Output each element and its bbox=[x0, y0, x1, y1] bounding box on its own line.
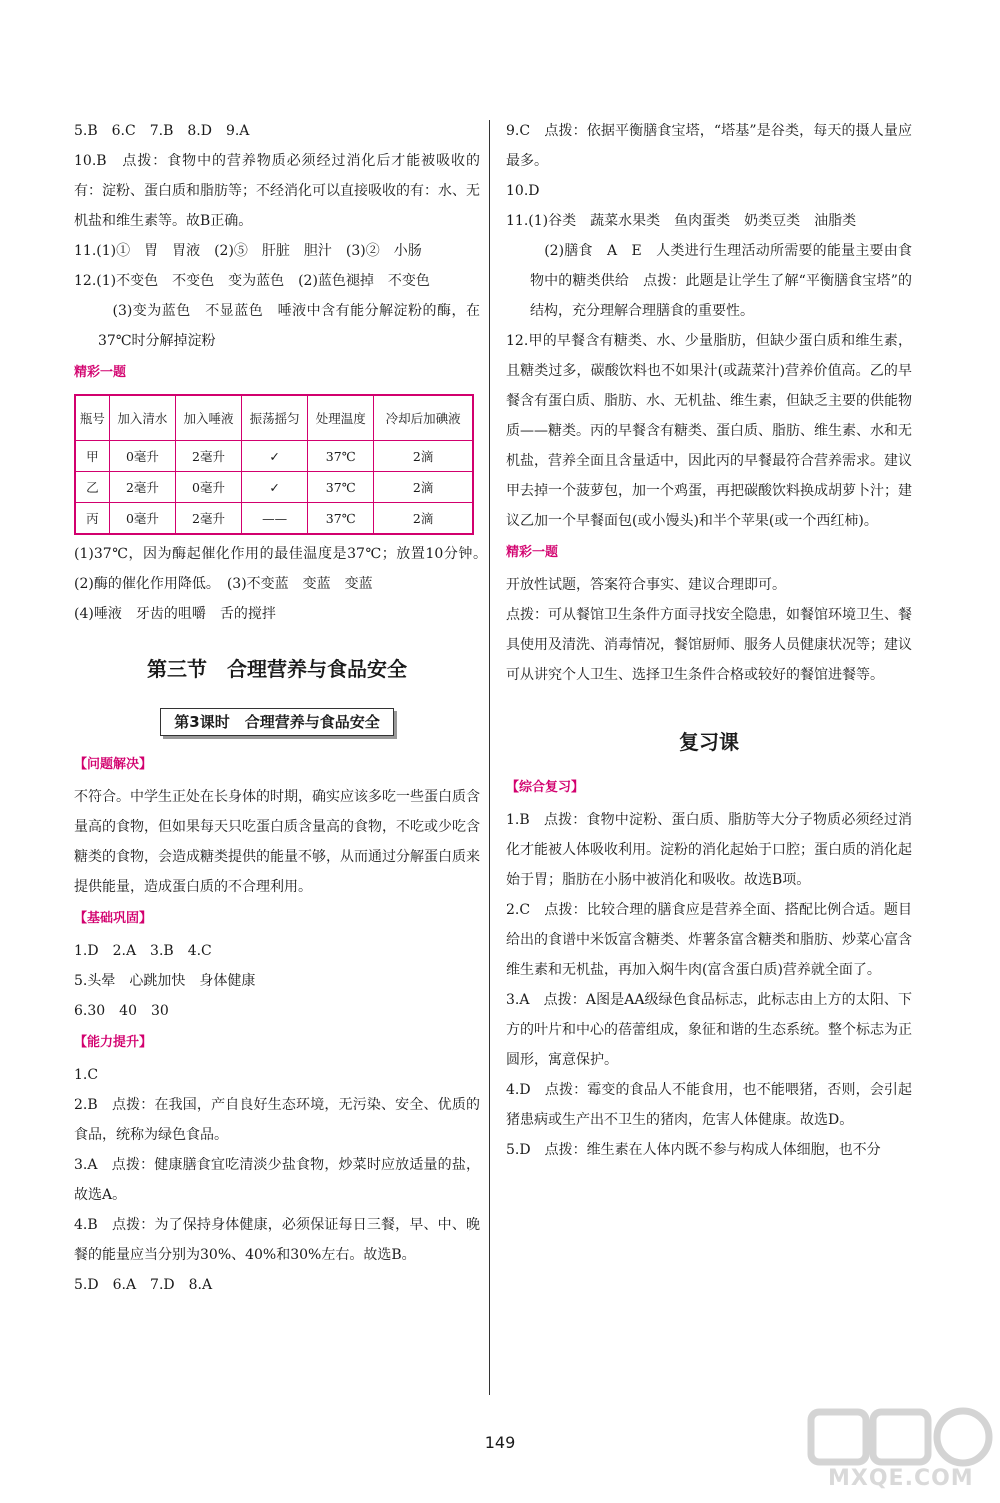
answer-line: (3)变为蓝色 不显蓝色 唾液中含有能分解淀粉的酶，在37℃时分解掉淀粉 bbox=[98, 303, 480, 349]
table-row bbox=[75, 441, 473, 472]
tag-zonghe: 【综合复习】 bbox=[506, 780, 585, 795]
table-cell: ✓ bbox=[242, 472, 308, 503]
answer-line: 5.D 点拨：维生素在人体内既不参与构成人体细胞，也不分 bbox=[506, 1142, 881, 1158]
answer-line: (1)37℃，因为酶起催化作用的最佳温度是37℃；放置10分钟。 (2)酶的催化作用降低。 (3)不变蓝 变蓝 变蓝 bbox=[74, 546, 494, 592]
table-header: 瓶号 bbox=[75, 395, 109, 441]
table-row bbox=[75, 472, 473, 503]
table-cell: —— bbox=[242, 503, 308, 535]
section-title: 第三节 合理营养与食品安全 bbox=[147, 657, 407, 681]
answer-paragraph: 3.A 点拨：A图是AA级绿色食品标志，此标志由上方的太阳、下方的叶片和中心的蓓蕾组成，象征和谐的生态系统。整个标志为正圆形，寓意保护。 bbox=[506, 992, 912, 1068]
table-header-row bbox=[75, 395, 473, 441]
tag-nengli: 【能力提升】 bbox=[74, 1035, 153, 1050]
table-cell: ✓ bbox=[242, 441, 308, 472]
table-cell: 2毫升 bbox=[175, 503, 241, 535]
table-cell: 0毫升 bbox=[109, 441, 175, 472]
table-cell: 2滴 bbox=[374, 472, 473, 503]
table-cell: 2滴 bbox=[374, 503, 473, 535]
review-title: 复习课 bbox=[679, 730, 739, 754]
table-cell: 37℃ bbox=[308, 472, 374, 503]
tag-jichu: 【基础巩固】 bbox=[74, 911, 153, 926]
table-cell: 0毫升 bbox=[109, 503, 175, 535]
table-cell: 2毫升 bbox=[175, 441, 241, 472]
answer-line: 11.(1)谷类 蔬菜水果类 鱼肉蛋类 奶类豆类 油脂类 bbox=[506, 213, 857, 229]
answer-paragraph: 2.C 点拨：比较合理的膳食应是营养全面、搭配比例合适。题目给出的食谱中米饭富含糖类、炸薯条富含糖类和脂肪、炒菜心富含维生素和无机盐，再加入焖牛肉(富含蛋白质)营养就全面了。 bbox=[506, 902, 912, 978]
table-cell: 37℃ bbox=[308, 503, 374, 535]
answer-line: 10.B 点拨：食物中的营养物质必须经过消化后才能被吸收的有：淀粉、蛋白质和脂肪等；不经消化可以直接吸收的有：水、无机盐和维生素等。故B正确。 bbox=[74, 153, 480, 229]
table-cell: 37℃ bbox=[308, 441, 374, 472]
answer-line: 开放性试题，答案符合事实、建议合理即可。 bbox=[506, 577, 786, 593]
answer-line: 9.C 点拨：依据平衡膳食宝塔，“塔基”是谷类，每天的摄人量应最多。 bbox=[506, 123, 912, 169]
table-header: 加入清水 bbox=[109, 395, 175, 441]
answer-line: (4)唾液 牙齿的咀嚼 舌的搅拌 bbox=[74, 606, 276, 622]
answer-line: 2.B 点拨：在我国，产自良好生态环境，无污染、安全、优质的食品，统称为绿色食品。 bbox=[74, 1097, 480, 1143]
answer-paragraph: 1.B 点拨：食物中淀粉、蛋白质、脂肪等大分子物质必须经过消化才能被人体吸收利用。淀粉的消化起始于口腔；蛋白质的消化起始于胃；脂肪在小肠中被消化和吸收。故选B项。 bbox=[506, 812, 912, 888]
page-number: 149 bbox=[484, 1433, 516, 1452]
left-column bbox=[74, 116, 494, 1300]
answer-line: 1.D 2.A 3.B 4.C bbox=[74, 943, 212, 959]
answer-line: 3.A 点拨：健康膳食宜吃清淡少盐食物，炒菜时应放适量的盐，故选A。 bbox=[74, 1157, 480, 1203]
table-row bbox=[75, 503, 473, 535]
answer-line: 5.头晕 心跳加快 身体健康 bbox=[74, 973, 256, 989]
column-divider bbox=[489, 120, 490, 1395]
table-header: 振荡摇匀 bbox=[242, 395, 308, 441]
experiment-table bbox=[74, 394, 474, 535]
answer-line: 1.C bbox=[74, 1067, 99, 1083]
answer-line: 12.(1)不变色 不变色 变为蓝色 (2)蓝色褪掉 不变色 bbox=[74, 273, 430, 289]
table-header: 冷却后加碘液 bbox=[374, 395, 473, 441]
tag-wenti: 【问题解决】 bbox=[74, 757, 153, 772]
answer-line: (2)膳食 A E 人类进行生理活动所需要的能量主要由食物中的糖类供给 点拨：此题是让学生了解“平衡膳食宝塔”的结构，充分理解合理膳食的重要性。 bbox=[530, 243, 912, 319]
tag-jingcai: 精彩一题 bbox=[506, 545, 559, 560]
table-cell: 2滴 bbox=[374, 441, 473, 472]
answer-line: 10.D bbox=[506, 183, 540, 199]
answer-line: 4.B 点拨：为了保持身体健康，必须保证每日三餐，早、中、晚餐的能量应当分别为30%、40%和30%左右。故选B。 bbox=[74, 1217, 480, 1263]
answer-line: 11.(1)① 胃 胃液 (2)⑤ 肝脏 胆汁 (3)② 小肠 bbox=[74, 243, 422, 259]
watermark-url: MXQE.COM bbox=[828, 1466, 974, 1491]
answer-line: 6.30 40 30 bbox=[74, 1003, 169, 1019]
answer-line: 5.B 6.C 7.B 8.D 9.A bbox=[74, 123, 250, 139]
answer-paragraph: 点拨：可从餐馆卫生条件方面寻找安全隐患，如餐馆环境卫生、餐具使用及清洗、消毒情况，餐馆厨师、服务人员健康状况等；建议可从讲究个人卫生、选择卫生条件合格或较好的餐馆进餐等。 bbox=[506, 607, 912, 683]
answer-paragraph: 12.甲的早餐含有糖类、水、少量脂肪，但缺少蛋白质和维生素，且糖类过多，碳酸饮料也不如果汁(或蔬菜汁)营养价值高。乙的早餐含有蛋白质、脂肪、水、无机盐、维生素，但缺乏主要的供能物质——糖类。丙的早餐含有糖类、蛋白质、脂肪、维生素、水和无机盐，营养全面且含量适中，因此丙的早餐最符合营养需求。建议甲去掉一个菠萝包，加一个鸡蛋，再把碳酸饮料换成胡萝卜汁；建议乙加一个早餐面包(或小馒头)和半个苹果(或一个西红柿)。 bbox=[506, 333, 912, 529]
table-cell: 乙 bbox=[75, 472, 109, 503]
answer-paragraph: 不符合。中学生正处在长身体的时期，确实应该多吃一些蛋白质含量高的食物，但如果每天只吃蛋白质含量高的食物，不吃或少吃含糖类的食物，会造成糖类提供的能量不够，从而通过分解蛋白质来提供能量，造成蛋白质的不合理利用。 bbox=[74, 789, 480, 895]
answer-paragraph: 4.D 点拨：霉变的食品人不能食用，也不能喂猪，否则，会引起猪患病或生产出不卫生的猪肉，危害人体健康。故选D。 bbox=[506, 1082, 912, 1128]
table-header: 处理温度 bbox=[308, 395, 374, 441]
table-cell: 丙 bbox=[75, 503, 109, 535]
tag-jingcai: 精彩一题 bbox=[74, 365, 127, 380]
right-column bbox=[506, 116, 912, 1165]
table-cell: 甲 bbox=[75, 441, 109, 472]
lesson-title: 第3课时 合理营养与食品安全 bbox=[160, 708, 394, 736]
answer-line: 5.D 6.A 7.D 8.A bbox=[74, 1277, 213, 1293]
table-cell: 2毫升 bbox=[109, 472, 175, 503]
table-cell: 0毫升 bbox=[175, 472, 241, 503]
table-header: 加入唾液 bbox=[175, 395, 241, 441]
